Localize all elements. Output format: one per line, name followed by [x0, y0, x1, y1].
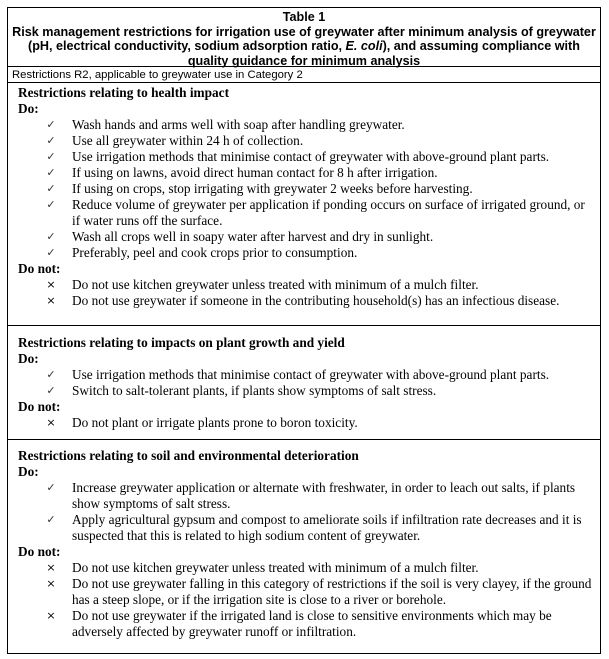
check-icon: ✓	[46, 151, 56, 163]
do-not-list-item	[18, 277, 592, 293]
cross-icon: ×	[46, 294, 56, 307]
do-label: Do:	[18, 351, 39, 366]
do-list-item	[18, 133, 592, 149]
do-list-item	[18, 367, 592, 383]
restrictions-table	[7, 7, 601, 654]
check-icon: ✓	[46, 482, 56, 494]
item-text: Apply agricultural gypsum and compost to ameliorate soils if infiltration rate decreases and it is suspected that this is related to high sodium content of greywater.	[72, 512, 582, 543]
item-text: Do not use kitchen greywater unless treated with minimum of a mulch filter.	[72, 560, 479, 575]
do-list-item	[18, 117, 592, 133]
item-text: Do not use greywater if the irrigated land is close to sensitive environments which may be adversely affected by greywater runoff or infiltration.	[72, 608, 552, 639]
item-text: Reduce volume of greywater per application if ponding occurs on surface of irrigated ground, or if water runs off the surface.	[72, 197, 585, 228]
item-text: If using on crops, stop irrigating with greywater 2 weeks before harvesting.	[72, 181, 473, 196]
do-not-list-item	[18, 608, 592, 640]
do-list-item	[18, 197, 592, 229]
restriction-section	[8, 325, 600, 439]
check-icon: ✓	[46, 369, 56, 381]
do-not-list-item	[18, 576, 592, 608]
check-icon: ✓	[46, 119, 56, 131]
do-list-item	[18, 245, 592, 261]
do-list-item	[18, 512, 592, 544]
check-icon: ✓	[46, 231, 56, 243]
section-title: Restrictions relating to health impact	[18, 85, 229, 100]
cross-icon: ×	[46, 278, 56, 291]
caption-text: ), and assuming compliance with	[382, 39, 580, 54]
section-title: Restrictions relating to soil and environmental deterioration	[18, 448, 359, 463]
item-text: Wash all crops well in soapy water after harvest and dry in sunlight.	[72, 229, 434, 244]
item-text: If using on lawns, avoid direct human contact for 8 h after irrigation.	[72, 165, 438, 180]
do-not-list-item	[18, 293, 592, 309]
check-icon: ✓	[46, 167, 56, 179]
check-icon: ✓	[46, 183, 56, 195]
do-list-item	[18, 149, 592, 165]
item-text: Do not use greywater falling in this category of restrictions if the soil is very clayey, if the ground has a steep slope, or if the irrigation site is close to a river or borehole.	[72, 576, 592, 607]
caption-italic-text: E. coli	[345, 39, 383, 54]
item-text: Use all greywater within 24 h of collection.	[72, 133, 304, 148]
do-list-item	[18, 480, 592, 512]
table-subheader: Restrictions R2, applicable to greywater use in Category 2	[8, 67, 600, 83]
section-title: Restrictions relating to impacts on plant growth and yield	[18, 335, 345, 350]
caption-line-3: quality guidance for minimum analysis	[187, 53, 421, 68]
item-text: Wash hands and arms well with soap after handling greywater.	[72, 117, 405, 132]
item-text: Use irrigation methods that minimise contact of greywater with above-ground plant parts.	[72, 149, 550, 164]
item-text: Do not plant or irrigate plants prone to boron toxicity.	[72, 415, 358, 430]
item-text: Switch to salt-tolerant plants, if plants show symptoms of salt stress.	[72, 383, 437, 398]
restriction-section	[8, 439, 600, 653]
cross-icon: ×	[46, 609, 56, 622]
do-not-label: Do not:	[18, 544, 61, 559]
check-icon: ✓	[46, 247, 56, 259]
do-not-list-item	[18, 415, 592, 431]
do-list-item	[18, 181, 592, 197]
table-caption	[8, 8, 600, 67]
cross-icon: ×	[46, 577, 56, 590]
item-text: Do not use greywater if someone in the contributing household(s) has an infectious disease.	[72, 293, 560, 308]
do-list-item	[18, 165, 592, 181]
caption-line-2	[12, 39, 596, 54]
do-list-item	[18, 383, 592, 399]
cross-icon: ×	[46, 561, 56, 574]
caption-text: (pH, electrical conductivity, sodium adsorption ratio,	[28, 39, 346, 54]
check-icon: ✓	[46, 135, 56, 147]
item-text: Use irrigation methods that minimise contact of greywater with above-ground plant parts.	[72, 367, 550, 382]
item-text: Increase greywater application or alternate with freshwater, in order to leach out salts, if plants show symptoms of salt stress.	[72, 480, 576, 511]
check-icon: ✓	[46, 514, 56, 526]
item-text: Do not use kitchen greywater unless treated with minimum of a mulch filter.	[72, 277, 479, 292]
caption-line-1: Risk management restrictions for irrigation use of greywater after minimum analysis of greywater	[12, 24, 596, 39]
do-label: Do:	[18, 101, 39, 116]
do-list-item	[18, 229, 592, 245]
check-icon: ✓	[46, 199, 56, 211]
do-not-label: Do not:	[18, 261, 61, 276]
restriction-section	[8, 83, 600, 325]
table-label: Table 1	[282, 10, 326, 24]
cross-icon: ×	[46, 416, 56, 429]
do-not-label: Do not:	[18, 399, 61, 414]
do-label: Do:	[18, 464, 39, 479]
do-not-list-item	[18, 560, 592, 576]
item-text: Preferably, peel and cook crops prior to consumption.	[72, 245, 358, 260]
check-icon: ✓	[46, 385, 56, 397]
